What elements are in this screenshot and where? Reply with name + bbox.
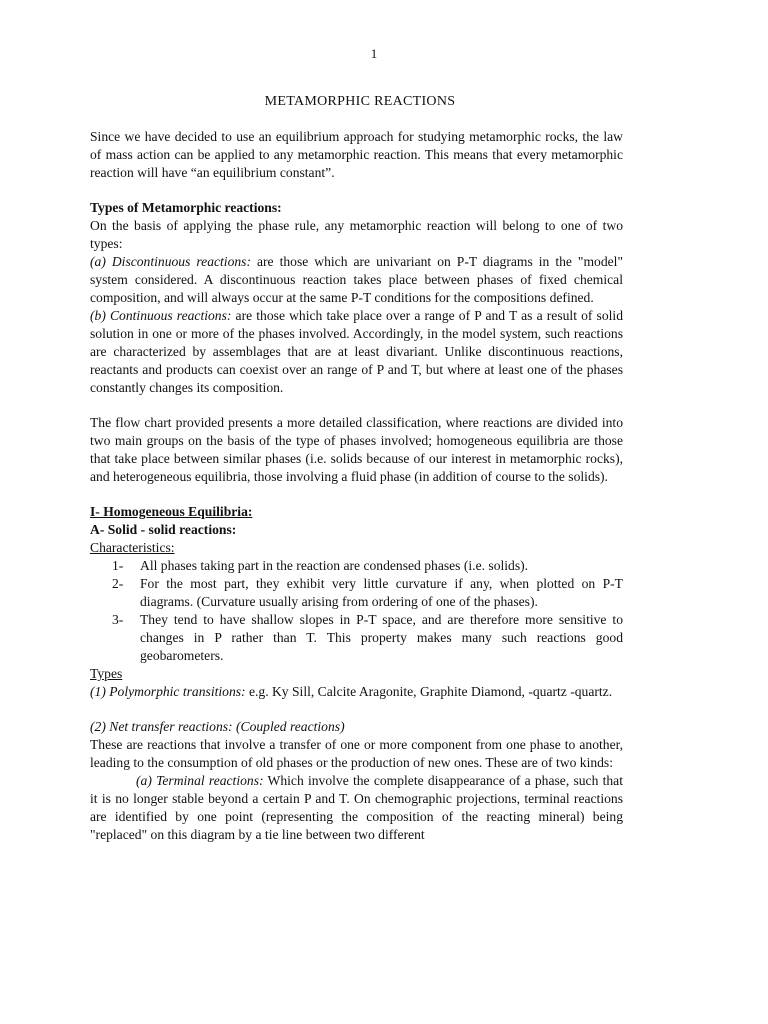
intro-paragraph: Since we have decided to use an equilibrium approach for studying metamorphic rocks, the law of mass action can be applied to any metamorphic reaction. This means that every metamorphic reaction will have “an equilibrium constant”. [90,129,623,180]
list-item [90,611,623,665]
type-b-label: (b) Continuous reactions: [90,308,232,323]
list-item-text: All phases taking part in the reaction are condensed phases (i.e. solids). [140,558,529,573]
type-b-paragraph [90,307,623,397]
polymorphic-paragraph [90,683,623,701]
terminal-text: Which involve the complete disappearance of a phase, such that it is no longer stable beyond a certain P and T. On chemographic projections, terminal reactions are identified by one point (representing the composition of the reacting mineral) being "replaced" on this diagram by a tie line between two different [90,773,623,842]
document-body [90,128,623,844]
type-a-paragraph [90,253,623,307]
list-item-number: 2- [112,576,124,591]
types-heading: Types of Metamorphic reactions: [90,200,282,215]
type-a-label: (a) Discontinuous reactions: [90,254,251,269]
net-transfer-paragraph: These are reactions that involve a transfer of one or more component from one phase to another, leading to the consumption of old phases or the production of new ones. These are of two kinds: [90,737,623,770]
subsection-solid-heading: A- Solid - solid reactions: [90,522,237,537]
list-item-number: 1- [112,558,124,573]
terminal-label: (a) Terminal reactions: [136,773,264,788]
terminal-reactions-paragraph [90,772,623,844]
list-item [90,575,623,611]
list-item [90,557,623,575]
polymorphic-label: (1) Polymorphic transitions: [90,684,246,699]
list-item-text: They tend to have shallow slopes in P-T space, and are therefore more sensitive to changes in P rather than T. This property makes many such reactions good geobarometers. [140,612,623,663]
flow-chart-paragraph: The flow chart provided presents a more detailed classification, where reactions are divided into two main groups on the basis of the type of phases involved; homogeneous equilibria are those that take place between similar phases (i.e. solids because of our interest in metamorphic rocks), and heterogeneous equilibria, those involving a fluid phase (in addition of course to the solids). [90,415,623,484]
types-label: Types [90,666,123,681]
net-transfer-heading: (2) Net transfer reactions: (Coupled reactions) [90,719,345,734]
types-intro-paragraph [90,217,623,253]
document-title: METAMORPHIC REACTIONS [264,94,456,109]
characteristics-list [90,557,623,665]
polymorphic-text: e.g. Ky Sill, Calcite Aragonite, Graphite Diamond, -quartz -quartz. [245,684,613,699]
list-item-text: For the most part, they exhibit very little curvature if any, when plotted on P-T diagrams. (Curvature usually arising from ordering of one of the phases). [140,576,623,609]
section-homogeneous-heading: I- Homogeneous Equilibria: [90,504,253,519]
list-item-number: 3- [112,612,124,627]
type-b-text: are those which take place over a range of P and T as a result of solid solution in one or more of the phases involved. Accordingly, in the model system, such reactions are characterized by assemblages that are at least divariant. Unlike discontinuous reactions, reactants and products can coexist over an range of P and T, but where at least one of the phases constantly changes its composition. [90,308,623,395]
types-intro-text: On the basis of applying the phase rule, any metamorphic reaction will belong to one of two types: [90,218,623,251]
page-number: 1 [370,46,378,61]
type-a-text: are those which are univariant on P-T diagrams in the "model" system considered. A discontinuous reaction takes place between phases of fixed chemical composition, and will always occur at the same P-T conditions for the compositions defined. [90,254,623,305]
characteristics-label: Characteristics: [90,540,175,555]
